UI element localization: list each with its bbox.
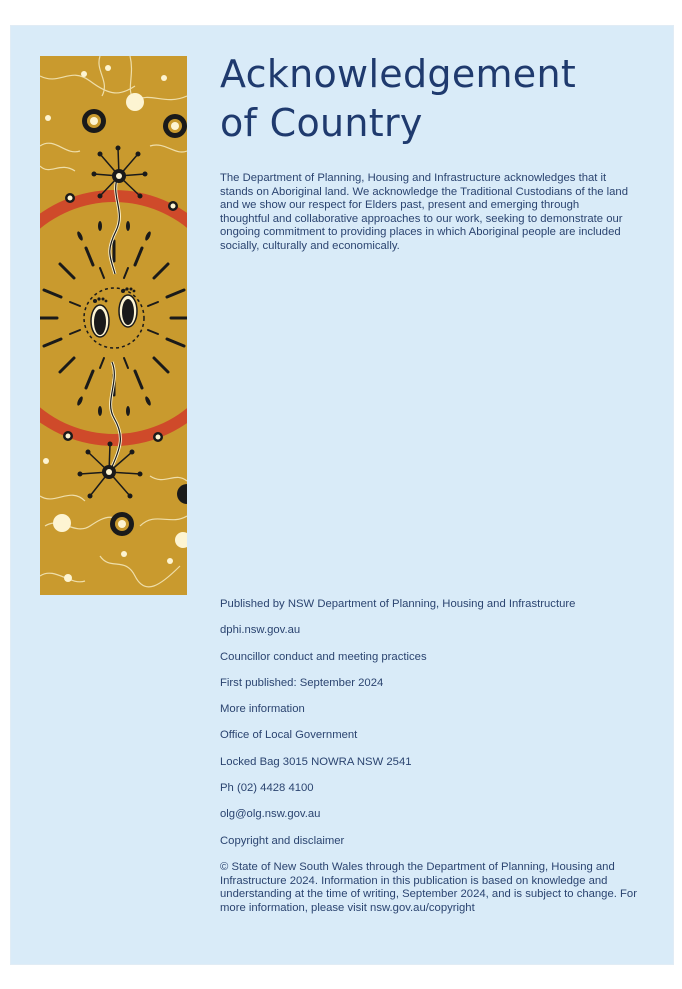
- office-name-line: Office of Local Government: [220, 729, 358, 742]
- artwork-graphic: [40, 56, 187, 595]
- document-title-line: Councillor conduct and meeting practices: [220, 650, 427, 663]
- copyright-paragraph: © State of New South Wales through the Department of Planning, Housing and Infrastructure 2024. Information in this publication is based on knowledge and understanding at the time of writing, September 2024, and is subject to change. For more information, please visit nsw.gov.au/copyright: [220, 861, 637, 914]
- phone-line: Ph (02) 4428 4100: [220, 782, 314, 795]
- copyright-heading: Copyright and disclaimer: [220, 834, 345, 847]
- publication-info-list: [220, 597, 640, 860]
- page-title: [220, 50, 660, 148]
- publisher-line: Published by NSW Department of Planning, Housing and Infrastructure: [220, 598, 576, 610]
- postal-address-line: Locked Bag 3015 NOWRA NSW 2541: [220, 755, 412, 768]
- more-information-heading: More information: [220, 703, 305, 716]
- website-line: dphi.nsw.gov.au: [220, 624, 301, 637]
- aboriginal-artwork: [40, 56, 187, 595]
- acknowledgement-paragraph: The Department of Planning, Housing and Infrastructure acknowledges that it stands on Aboriginal land. We acknowledge the Traditional Custodians of the land and we show our respect for Elders past, present and emerging through thoughtful and collaborative approaches to our work, seeking to demonstrate our ongoing commitment to providing places in which Aboriginal people are included socially, culturally and economically.: [220, 172, 629, 252]
- page-title-line-2: of Country: [220, 101, 423, 145]
- page-title-line-1: Acknowledgement: [220, 52, 577, 96]
- email-line: olg@olg.nsw.gov.au: [220, 808, 321, 821]
- first-published-line: First published: September 2024: [220, 676, 384, 689]
